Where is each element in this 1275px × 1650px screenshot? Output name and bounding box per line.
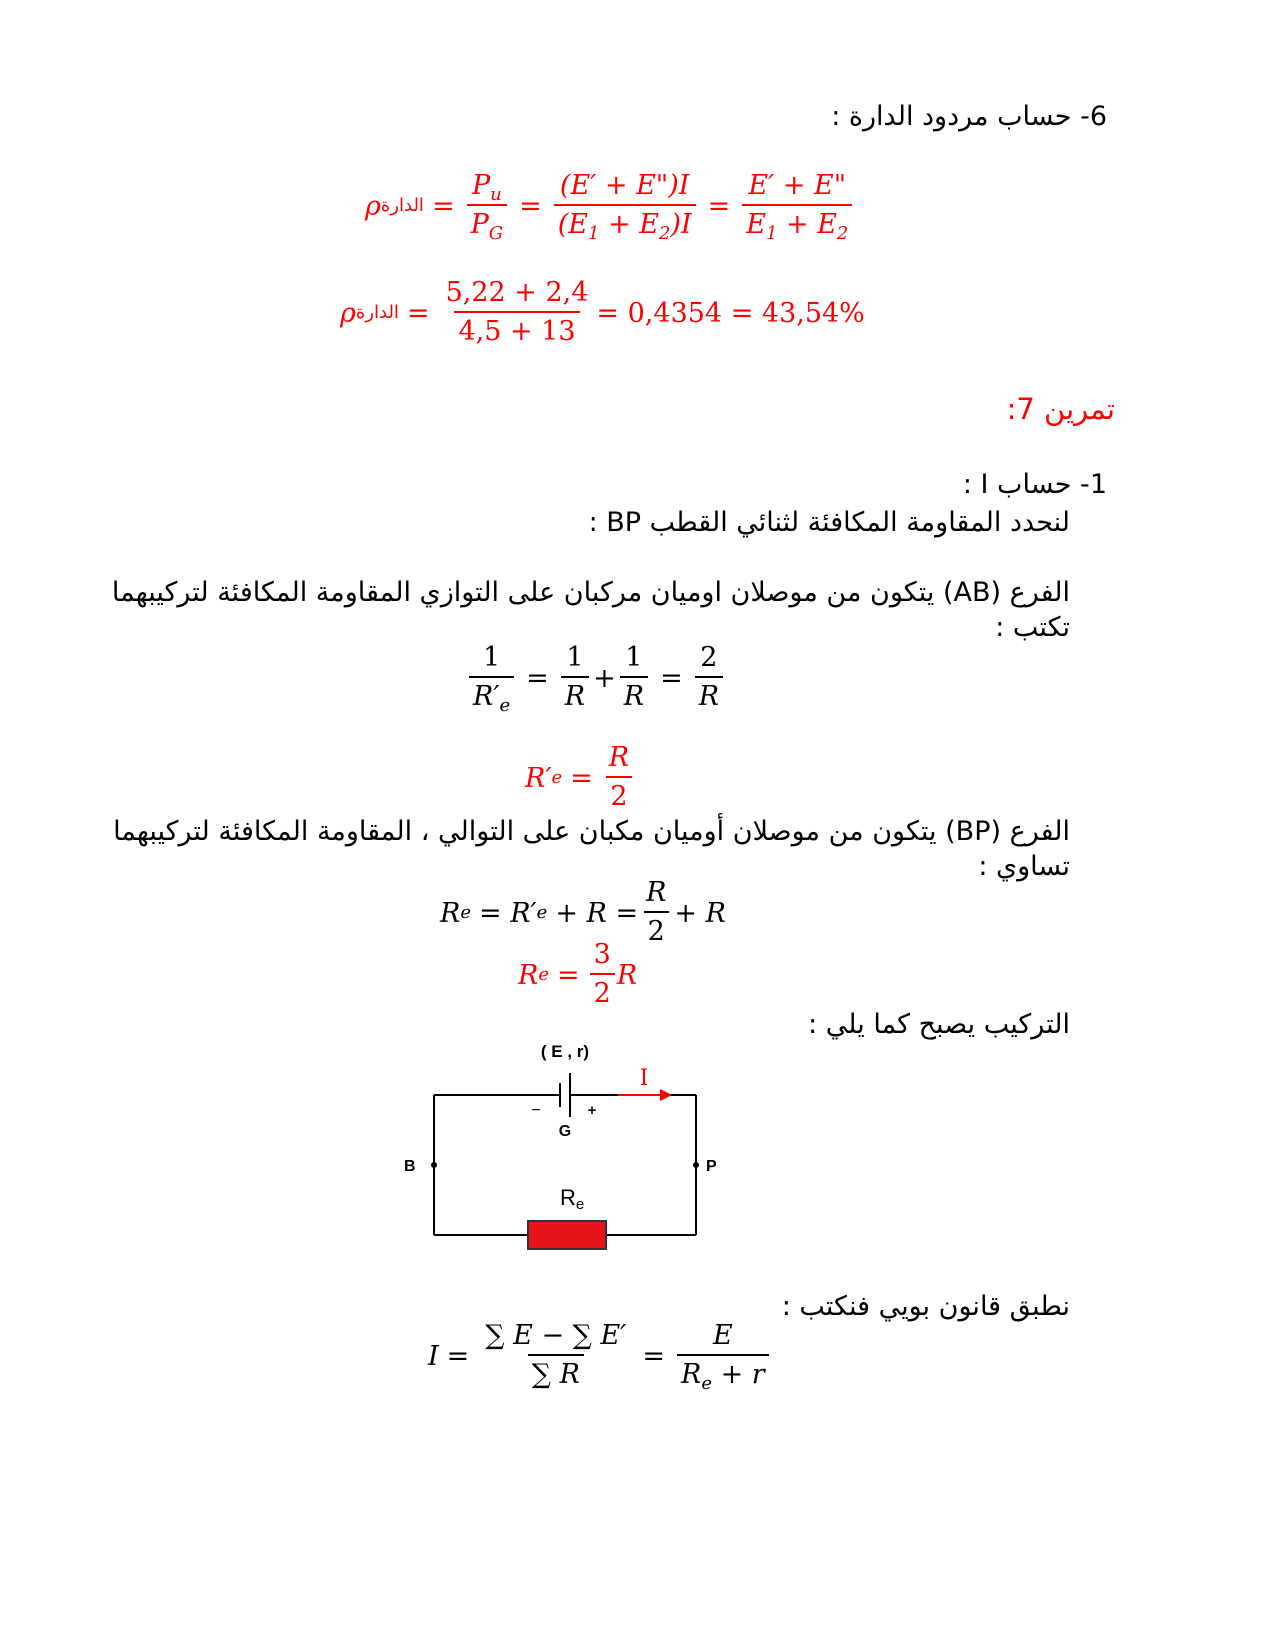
parallel-formula: $\frac{1}{R'_e}$ = $\frac{1}{R}$ + $\frac{1}{R}$ = $\frac{2}{R}$ xyxy=(465,640,727,716)
current-label: I xyxy=(639,1066,649,1091)
parallel-result: R′ e = $\frac{R}{2}$ xyxy=(525,740,637,816)
subscript: 2 xyxy=(658,223,671,244)
subscript: u xyxy=(490,184,502,205)
efficiency-formula: ρ الدارة = $\frac{P_u}{P_G}$ = $\frac{(E' + E")I}{(E_1 + E_2)I}$ = $\frac{E' + E"}{E_1 + E_2}$ xyxy=(365,168,856,244)
series-formula: R e = R′ e + R = $\frac{R}{2}$ + R xyxy=(440,875,726,951)
denominator-part: E xyxy=(746,209,766,240)
subscript: 2 xyxy=(836,223,849,244)
node-b-label: B xyxy=(404,1158,416,1175)
denominator-part: R xyxy=(680,1359,702,1390)
denominator-part: + r xyxy=(711,1359,765,1390)
efficiency-numeric: ρ الدارة = $\frac{5,22 + 2,4}{4,5 + 13}$ = 0,4354 = 43,54% xyxy=(340,275,865,351)
fraction-numerator: 3 xyxy=(593,939,611,970)
resistance-symbol: R xyxy=(440,897,461,929)
generator-name: G xyxy=(558,1123,572,1140)
circuit-wires xyxy=(434,1095,696,1235)
fraction-numerator: R xyxy=(646,877,667,908)
series-result: R e = $\frac{3}{2}$ R xyxy=(518,937,637,1013)
branch-ab-text-cont: تكتب : xyxy=(995,612,1070,643)
fraction-denominator: 2 xyxy=(644,911,669,951)
fraction-denominator: 4,5 + 13 xyxy=(454,311,579,351)
equivalent-resistance-intro: لنحدد المقاومة المكافئة لثنائي القطب BP : xyxy=(588,507,1070,538)
formula-part: = R′ xyxy=(479,897,537,929)
fraction-numerator: 1 xyxy=(625,642,643,673)
rho-symbol: ρ xyxy=(365,190,381,222)
branch-bp-text: الفرع (BP) يتكون من موصلان أوميان مكبان على التوالي ، المقاومة المكافئة لتركيبهما xyxy=(113,816,1070,847)
fraction-numerator: ∑ E − ∑ E′ xyxy=(485,1320,627,1351)
resistor-label: Re xyxy=(560,1185,585,1213)
denominator-part: + E xyxy=(777,209,837,240)
fraction-numerator: R xyxy=(608,742,630,773)
fraction-denominator: R′ xyxy=(473,681,500,712)
fraction-numerator: P xyxy=(471,170,491,201)
fraction-numerator: 5,22 + 2,4 xyxy=(445,277,589,308)
fraction-numerator: 1 xyxy=(566,642,584,673)
resistor xyxy=(528,1221,606,1249)
resistance-symbol: R′ xyxy=(525,762,552,794)
fraction-denominator: 2 xyxy=(590,973,615,1013)
node-p-dot xyxy=(693,1162,699,1168)
part-1-heading: 1- حساب I : xyxy=(962,469,1107,500)
branch-ab-text: الفرع (AB) يتكون من موصلان اوميان مركبان على التوازي المقاومة المكافئة لتركيبهما xyxy=(111,577,1070,608)
fraction-denominator: R xyxy=(620,676,648,716)
assembly-text: التركيب يصبح كما يلي : xyxy=(808,1009,1070,1040)
fraction-numerator: 2 xyxy=(700,642,718,673)
plus-sign: + xyxy=(587,1102,597,1119)
subscript: 1 xyxy=(588,223,600,244)
branch-bp-text-cont: تساوي : xyxy=(978,851,1070,882)
fraction-numerator: (E′ + E")I xyxy=(559,170,690,201)
fraction-numerator: E xyxy=(712,1320,733,1351)
fraction-denominator: 2 xyxy=(606,776,631,816)
denominator-part: + E xyxy=(599,209,659,240)
denominator-part: (E xyxy=(557,209,588,240)
exercise-title: تمرين 7: xyxy=(1006,392,1115,426)
pouillet-text: نطبق قانون بويي فنكتب : xyxy=(781,1291,1070,1322)
current-arrow-head xyxy=(660,1089,672,1101)
formula-part: + R = xyxy=(555,897,639,929)
denominator-part: )I xyxy=(670,209,692,240)
circuit-diagram xyxy=(390,1035,750,1265)
subscript: G xyxy=(488,223,504,244)
node-b-dot xyxy=(431,1162,437,1168)
rho-symbol: ρ xyxy=(340,297,356,329)
fraction-denominator: P xyxy=(470,209,489,240)
node-p-label: P xyxy=(706,1158,717,1175)
fraction-numerator: 1 xyxy=(482,642,501,673)
fraction-denominator: R xyxy=(695,676,723,716)
subscript: e xyxy=(499,695,511,716)
efficiency-result: = 0,4354 = 43,54% xyxy=(596,297,865,329)
subscript: 1 xyxy=(765,223,778,244)
section-6-heading: 6- حساب مردود الدارة : xyxy=(831,101,1107,132)
generator-label: ( E , r) xyxy=(540,1042,590,1061)
fraction-denominator: R xyxy=(561,676,589,716)
formula-part: + R xyxy=(674,897,726,929)
minus-sign: − xyxy=(531,1102,541,1119)
fraction-numerator: E′ + E" xyxy=(748,170,847,201)
resistance-symbol: R xyxy=(616,959,638,991)
resistance-symbol: R xyxy=(518,959,539,991)
pouillet-formula: I = $\frac{\sum E - \sum E'}{\sum R}$ = $\frac{E}{R_e + r}$ xyxy=(428,1318,773,1394)
current-symbol: I xyxy=(428,1340,439,1372)
fraction-denominator: ∑ R xyxy=(528,1354,584,1394)
subscript: e xyxy=(701,1373,712,1394)
